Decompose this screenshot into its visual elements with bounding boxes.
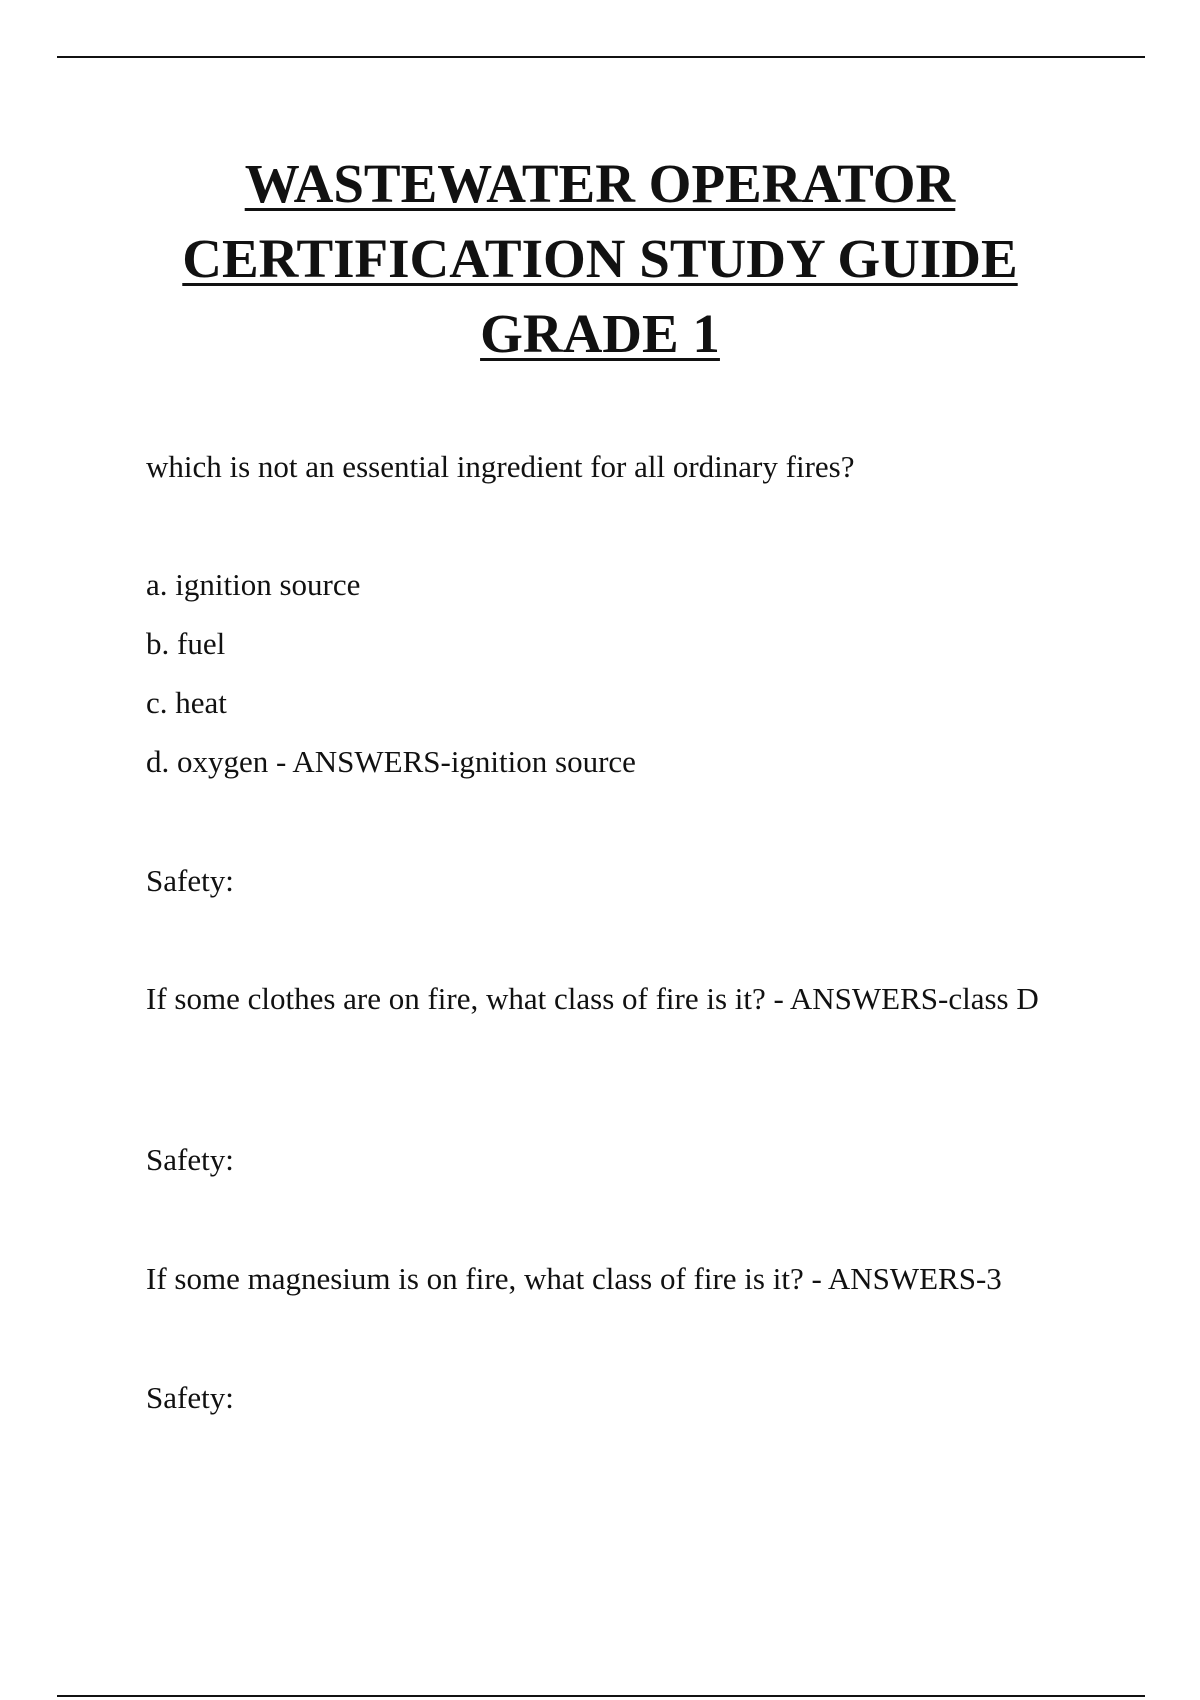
option-b: b. fuel <box>146 626 226 661</box>
question-2: If some clothes are on fire, what class of fire is it? - ANSWERS-class D <box>146 981 1039 1016</box>
section-heading-safety-1: Safety: <box>146 863 234 898</box>
title-line-2: CERTIFICATION STUDY GUIDE <box>182 228 1018 289</box>
top-rule <box>57 56 1145 58</box>
title-line-1: WASTEWATER OPERATOR <box>244 153 956 214</box>
question-3: If some magnesium is on fire, what class of fire is it? - ANSWERS-3 <box>146 1261 1002 1296</box>
option-d-answer: d. oxygen - ANSWERS-ignition source <box>146 744 636 779</box>
bottom-rule <box>57 1695 1145 1697</box>
title-line-3: GRADE 1 <box>480 303 720 364</box>
section-heading-safety-2: Safety: <box>146 1142 234 1177</box>
section-heading-safety-3: Safety: <box>146 1380 234 1415</box>
option-a: a. ignition source <box>146 567 361 602</box>
document-title <box>0 146 1200 371</box>
question-1: which is not an essential ingredient for all ordinary fires? <box>146 449 855 484</box>
option-c: c. heat <box>146 685 227 720</box>
